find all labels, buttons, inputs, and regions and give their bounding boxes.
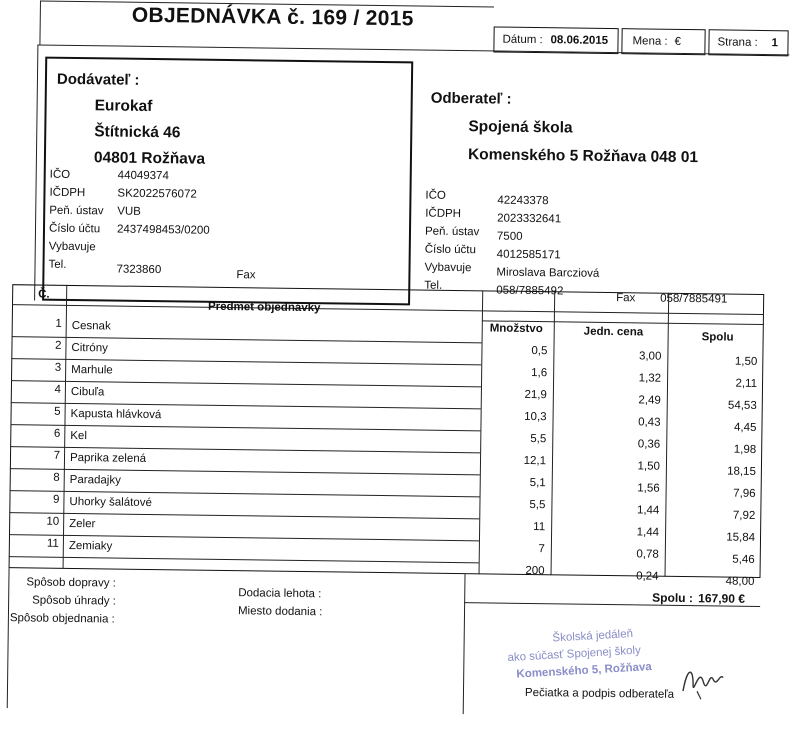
page-value: 1 bbox=[771, 37, 778, 50]
col-header-item: Predmet objednávky bbox=[207, 300, 321, 315]
row-unit-price: 0,78 bbox=[636, 548, 659, 561]
customer-icdph-value: 2023332641 bbox=[497, 212, 562, 226]
customer-ico-value: 42243378 bbox=[497, 194, 549, 208]
currency-value: € bbox=[674, 35, 681, 48]
row-total: 7,96 bbox=[733, 487, 756, 500]
row-total: 2,11 bbox=[735, 377, 758, 390]
row-total: 54,53 bbox=[727, 399, 757, 412]
row-quantity: 0,5 bbox=[531, 344, 548, 358]
supplier-icdph-value: SK2022576072 bbox=[117, 187, 197, 201]
title-left-rule bbox=[39, 1, 41, 45]
row-item: Uhorky šalátové bbox=[69, 495, 152, 510]
row-unit-price: 1,32 bbox=[638, 372, 662, 385]
row-total: 15,84 bbox=[726, 531, 756, 544]
row-total: 1,50 bbox=[734, 355, 758, 368]
row-quantity: 1,6 bbox=[531, 366, 548, 380]
row-total: 18,15 bbox=[727, 465, 756, 478]
customer-name: Spojená škola bbox=[468, 118, 573, 137]
row-number: 11 bbox=[46, 537, 59, 550]
row-total: 7,92 bbox=[732, 509, 756, 522]
customer-icdph-label: IČDPH bbox=[425, 207, 462, 221]
row-item: Zeler bbox=[69, 517, 96, 531]
stamp-line-3: Komenského 5, Rožňava bbox=[516, 660, 653, 681]
row-number: 8 bbox=[53, 471, 60, 484]
supplier-ico-label: IČO bbox=[49, 168, 71, 181]
document-title: OBJEDNÁVKA č. 169 / 2015 bbox=[131, 3, 414, 31]
row-quantity: 12,1 bbox=[523, 454, 547, 468]
col-header-qty: Množstvo bbox=[489, 322, 543, 336]
row-number: 6 bbox=[53, 427, 61, 440]
customer-ico-label: IČO bbox=[425, 189, 447, 202]
frame-left-rule bbox=[34, 44, 38, 300]
page-label: Strana : bbox=[717, 36, 758, 49]
delivery-place-label: Miesto dodania : bbox=[237, 605, 323, 619]
customer-account-label: Číslo účtu bbox=[424, 243, 476, 257]
supplier-icdph-label: IČDPH bbox=[49, 186, 86, 200]
row-total: 5,46 bbox=[732, 553, 755, 566]
col-header-no: Č. bbox=[38, 288, 50, 301]
row-quantity: 5,5 bbox=[529, 498, 546, 512]
row-number: 10 bbox=[46, 515, 60, 528]
row-unit-price: 1,56 bbox=[637, 482, 660, 495]
row-item: Kel bbox=[70, 429, 88, 443]
stamp-line-1: Školská jedáleň bbox=[552, 628, 634, 645]
signature-label: Pečiatka a podpis odberateľa bbox=[524, 686, 675, 701]
supplier-contact-label: Vybavuje bbox=[48, 240, 96, 254]
school-stamp bbox=[490, 625, 652, 685]
row-unit-price: 1,44 bbox=[636, 526, 660, 539]
row-total: 4,45 bbox=[733, 421, 757, 434]
supplier-tel-value: 7323860 bbox=[116, 263, 162, 277]
row-item: Citróny bbox=[71, 341, 108, 355]
customer-bank-value: 7500 bbox=[496, 230, 523, 243]
supplier-name: Eurokaf bbox=[94, 97, 153, 116]
row-number: 5 bbox=[54, 405, 61, 418]
row-item: Paradajky bbox=[69, 473, 121, 487]
customer-contact-label: Vybavuje bbox=[424, 261, 472, 275]
supplier-bank-value: VUB bbox=[117, 205, 141, 218]
row-item: Zemiaky bbox=[68, 539, 113, 553]
row-item: Marhule bbox=[71, 363, 113, 377]
customer-fax-label: Fax bbox=[616, 292, 636, 305]
supplier-city: 04801 Rožňava bbox=[93, 149, 206, 168]
row-unit-price: 0,43 bbox=[638, 416, 661, 429]
customer-account-value: 4012585171 bbox=[496, 248, 561, 262]
supplier-ico-value: 44049374 bbox=[117, 169, 169, 183]
customer-address: Komenského 5 Rožňava 048 01 bbox=[467, 146, 699, 167]
sum-value: 167,90 € bbox=[698, 591, 746, 606]
row-quantity: 7 bbox=[538, 543, 545, 556]
row-item: Cibuľa bbox=[70, 385, 105, 399]
sum-label: Spolu : bbox=[652, 590, 693, 606]
delivery-term-label: Dodacia lehota : bbox=[238, 587, 322, 601]
payment-label: Spôsob úhrady : bbox=[32, 594, 116, 608]
row-quantity: 200 bbox=[525, 564, 545, 578]
row-total: 48,00 bbox=[725, 575, 755, 588]
page-box bbox=[708, 29, 788, 56]
row-quantity: 5,1 bbox=[529, 476, 546, 490]
row-item: Kapusta hlávková bbox=[70, 407, 162, 422]
row-number: 7 bbox=[53, 449, 61, 462]
row-quantity: 10,3 bbox=[524, 410, 547, 424]
customer-tel-value: 058/7885492 bbox=[496, 284, 564, 298]
date-value: 08.06.2015 bbox=[550, 34, 609, 47]
order-method-label: Spôsob objednania : bbox=[9, 612, 115, 626]
currency-box bbox=[621, 28, 705, 55]
row-unit-price: 0,36 bbox=[637, 438, 661, 451]
supplier-heading: Dodávateľ : bbox=[56, 70, 140, 89]
row-unit-price: 1,44 bbox=[636, 504, 660, 517]
row-unit-price: 1,50 bbox=[637, 460, 661, 473]
row-item: Cesnak bbox=[71, 319, 111, 333]
supplier-street: Štítnická 46 bbox=[94, 123, 181, 142]
row-number: 3 bbox=[54, 361, 62, 374]
row-number: 1 bbox=[55, 317, 62, 330]
customer-bank-label: Peň. ústav bbox=[424, 225, 480, 239]
col-header-total: Spolu bbox=[701, 331, 734, 344]
supplier-tel-label: Tel. bbox=[48, 258, 67, 271]
row-number: 9 bbox=[52, 493, 60, 506]
customer-fax-value: 058/7885491 bbox=[660, 292, 728, 306]
row-unit-price: 2,49 bbox=[638, 394, 661, 407]
col-header-unit-price: Jedn. cena bbox=[583, 325, 644, 339]
customer-tel-label: Tel. bbox=[424, 279, 443, 292]
row-total: 1,98 bbox=[733, 443, 757, 456]
supplier-fax-label: Fax bbox=[236, 269, 256, 282]
row-unit-price: 3,00 bbox=[638, 350, 662, 363]
row-quantity: 5,5 bbox=[530, 432, 547, 446]
row-unit-price: 0,24 bbox=[636, 570, 659, 583]
row-item: Paprika zelená bbox=[69, 451, 147, 465]
row-quantity: 21,9 bbox=[524, 388, 547, 402]
row-number: 4 bbox=[54, 383, 61, 396]
transport-label: Spôsob dopravy : bbox=[26, 576, 116, 590]
footer-left-rule bbox=[7, 568, 10, 708]
row-quantity: 11 bbox=[533, 521, 546, 534]
signature-scribble bbox=[679, 661, 726, 702]
stamp-line-2: ako súčasť Spojenej školy bbox=[507, 644, 642, 665]
currency-label: Mena : bbox=[632, 35, 668, 48]
date-label: Dátum : bbox=[502, 33, 543, 47]
supplier-bank-label: Peň. ústav bbox=[49, 204, 104, 218]
row-number: 2 bbox=[54, 339, 62, 352]
supplier-account-value: 2437498453/0200 bbox=[116, 223, 210, 237]
customer-heading: Odberateľ : bbox=[430, 89, 512, 108]
footer-divider bbox=[463, 574, 466, 714]
supplier-account-label: Číslo účtu bbox=[48, 222, 101, 236]
supplier-box bbox=[42, 57, 413, 306]
customer-contact-value: Miroslava Barcziová bbox=[496, 266, 600, 280]
